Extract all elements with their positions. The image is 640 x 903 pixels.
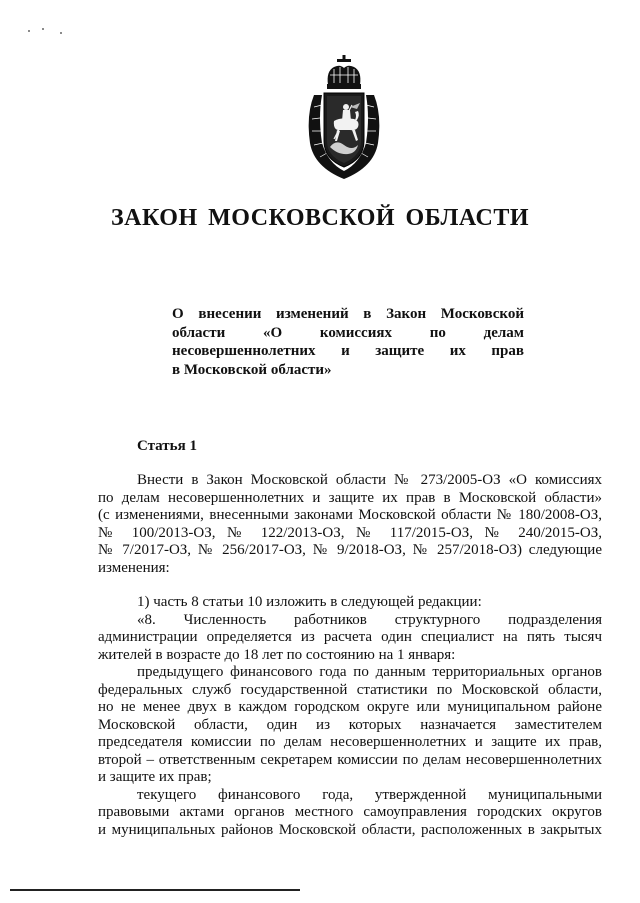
- body-line: но не менее двух в каждом городском округе или муниципальном районе: [98, 699, 602, 715]
- body-line: Внести в Закон Московской области № 273/2005-ОЗ «О комиссиях: [137, 472, 602, 488]
- body-line: № 100/2013-ОЗ, № 122/2013-ОЗ, № 117/2015-ОЗ, № 240/2015-ОЗ,: [98, 524, 602, 541]
- article-heading: Статья 1: [137, 438, 197, 454]
- body-line: по делам несовершеннолетних и защите их прав в Московской области»: [98, 489, 602, 506]
- body-line: жителей в возрасте до 18 лет по состоянию на 1 января:: [98, 646, 456, 663]
- body-line: федеральных служб государственной статистики по Московской области,: [98, 681, 602, 698]
- body-line: предыдущего финансового года по данным территориальных органов: [137, 664, 602, 680]
- body-line: администрации определяется из расчета один специалист на пять тысяч: [98, 629, 602, 645]
- coat-of-arms-emblem: [300, 55, 388, 183]
- body-line: (с изменениями, внесенными законами Московской области № 180/2008-ОЗ,: [98, 507, 602, 523]
- subject-line: в Московской области»: [172, 361, 332, 378]
- bottom-scan-line: [10, 889, 300, 891]
- subject-line: области «О комиссиях по делам: [172, 324, 524, 341]
- subject-line: несовершеннолетних и защите их прав: [172, 343, 524, 359]
- body-line: изменения:: [98, 559, 170, 576]
- body-line: № 7/2017-ОЗ, № 256/2017-ОЗ, № 9/2018-ОЗ, № 257/2018-ОЗ) следующие: [98, 542, 602, 558]
- body-line: 1) часть 8 статьи 10 изложить в следующей редакции:: [137, 594, 482, 610]
- body-line: и муниципальных районов Московской области, расположенных в закрытых: [98, 821, 602, 838]
- article-body: [98, 472, 602, 839]
- law-subject: [172, 305, 524, 379]
- scan-specks: [28, 28, 88, 38]
- body-line: текущего финансового года, утвержденной муниципальными: [137, 786, 602, 803]
- body-line: второй – ответственным секретарем комиссии по делам несовершеннолетних: [98, 751, 602, 768]
- law-title: ЗАКОН МОСКОВСКОЙ ОБЛАСТИ: [110, 205, 529, 231]
- subject-line: О внесении изменений в Закон Московской: [172, 306, 524, 322]
- paragraph-gap: [98, 577, 602, 594]
- body-line: правовыми актами органов местного самоуправления городских округов: [98, 804, 602, 820]
- body-line: и защите их прав;: [98, 769, 212, 785]
- body-line: председателя комиссии по делам несовершеннолетних и защите их прав,: [98, 734, 602, 750]
- body-line: «8. Численность работников структурного подразделения: [137, 611, 602, 628]
- body-line: Московской области, один из которых назначается заместителем: [98, 716, 602, 733]
